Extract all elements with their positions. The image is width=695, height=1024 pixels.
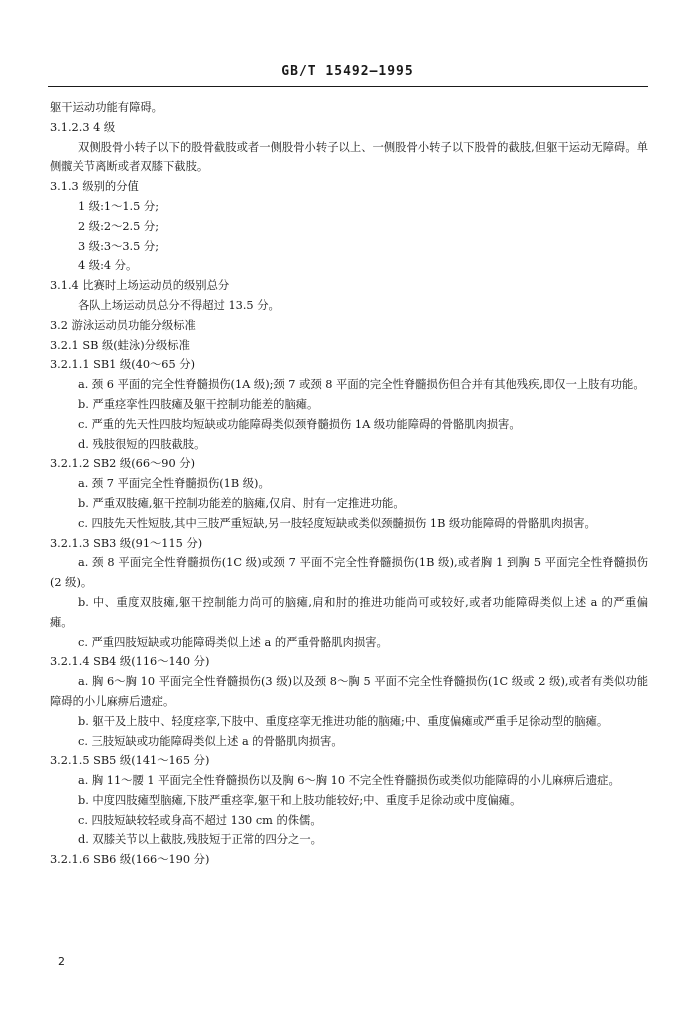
text-line: c. 三肢短缺或功能障碍类似上述 a 的骨骼肌肉损害。 [78, 734, 343, 748]
text-line: c. 严重的先天性四肢均短缺或功能障碍类似颈脊髓损伤 1A 级功能障碍的骨骼肌肉损害。 [78, 417, 521, 431]
document-body [50, 98, 648, 870]
text-line: 3.2.1.1 SB1 级(40～65 分) [50, 358, 195, 372]
text-line: d. 残肢很短的四肢截肢。 [78, 437, 206, 451]
text-line: 3.1.2.3 4 级 [50, 120, 116, 134]
text-line: c. 严重四肢短缺或功能障碍类似上述 a 的严重骨骼肌肉损害。 [78, 635, 388, 649]
text-line: b. 中度四肢瘫型脑瘫,下肢严重痉挛,躯干和上肢功能较好;中、重度手足徐动或中度偏瘫。 [78, 793, 522, 807]
text-line: 躯干运动功能有障碍。 [50, 101, 163, 114]
standard-number-header: GB/T 15492—1995 [281, 64, 414, 79]
text-line: a. 胸 11～腰 1 平面完全性脊髓损伤以及胸 6～胸 10 不完全性脊髓损伤或类似功能障碍的小儿麻痹后遗症。 [78, 774, 620, 788]
text-line: a. 颈 7 平面完全性脊髓损伤(1B 级)。 [78, 477, 270, 491]
text-line: c. 四肢先天性短肢,其中三肢严重短缺,另一肢轻度短缺或类似颈髓损伤 1B 级功能障碍的骨骼肌肉损害。 [78, 516, 596, 530]
text-line: d. 双膝关节以上截肢,残肢短于正常的四分之一。 [78, 833, 322, 847]
text-line: b. 中、重度双肢瘫,躯干控制能力尚可的脑瘫,肩和肘的推进功能尚可或较好,或者功能障碍类似上述 a 的严重偏瘫。 [50, 595, 648, 629]
text-line: a. 颈 8 平面完全性脊髓损伤(1C 级)或颈 7 平面不完全性脊髓损伤(1B 级),或者胸 1 到胸 5 平面完全性脊髓损伤(2 级)。 [50, 556, 648, 590]
text-line: b. 严重双肢瘫,躯干控制功能差的脑瘫,仅肩、肘有一定推进功能。 [78, 496, 405, 510]
text-line: 3.2.1.4 SB4 级(116～140 分) [50, 655, 210, 669]
text-line: c. 四肢短缺较轻或身高不超过 130 cm 的侏儒。 [78, 813, 322, 827]
text-line: 2 级:2～2.5 分; [78, 219, 160, 233]
text-line: 3.1.3 级别的分值 [50, 180, 139, 194]
text-line: 1 级:1～1.5 分; [78, 199, 160, 213]
text-line: a. 颈 6 平面的完全性脊髓损伤(1A 级);颈 7 或颈 8 平面的完全性脊髓损伤但合并有其他残疾,即仅一上肢有功能。 [78, 378, 645, 392]
text-line: 3.2.1 SB 级(蛙泳)分级标准 [50, 338, 190, 352]
text-line: b. 躯干及上肢中、轻度痉挛,下肢中、重度痉挛无推进功能的脑瘫;中、重度偏瘫或严重手足徐动型的脑瘫。 [78, 714, 609, 728]
text-line: 3.2.1.2 SB2 级(66～90 分) [50, 457, 195, 471]
text-line: 3.2 游泳运动员功能分级标准 [50, 318, 196, 332]
text-line: a. 胸 6～胸 10 平面完全性脊髓损伤(3 级)以及颈 8～胸 5 平面不完全性脊髓损伤(1C 级或 2 级),或者有类似功能障碍的小儿麻痹后遗症。 [50, 675, 648, 708]
page-number: 2 [58, 955, 65, 968]
text-line: 3.2.1.6 SB6 级(166～190 分) [50, 853, 210, 867]
text-line: 3.1.4 比赛时上场运动员的级别总分 [50, 279, 230, 293]
text-line: 3 级:3～3.5 分; [78, 239, 160, 253]
text-line: 各队上场运动员总分不得超过 13.5 分。 [78, 298, 280, 312]
text-line: b. 严重痉挛性四肢瘫及躯干控制功能差的脑瘫。 [78, 397, 319, 411]
text-line: 4 级:4 分。 [78, 259, 138, 273]
text-line: 双侧股骨小转子以下的股骨截肢或者一侧股骨小转子以上、一侧股骨小转子以下股骨的截肢,但躯干运动无障碍。单侧髋关节离断或者双膝下截肢。 [50, 140, 648, 174]
text-line: 3.2.1.3 SB3 级(91～115 分) [50, 536, 203, 550]
text-line: 3.2.1.5 SB5 级(141～165 分) [50, 754, 210, 768]
header-rule [48, 86, 648, 87]
